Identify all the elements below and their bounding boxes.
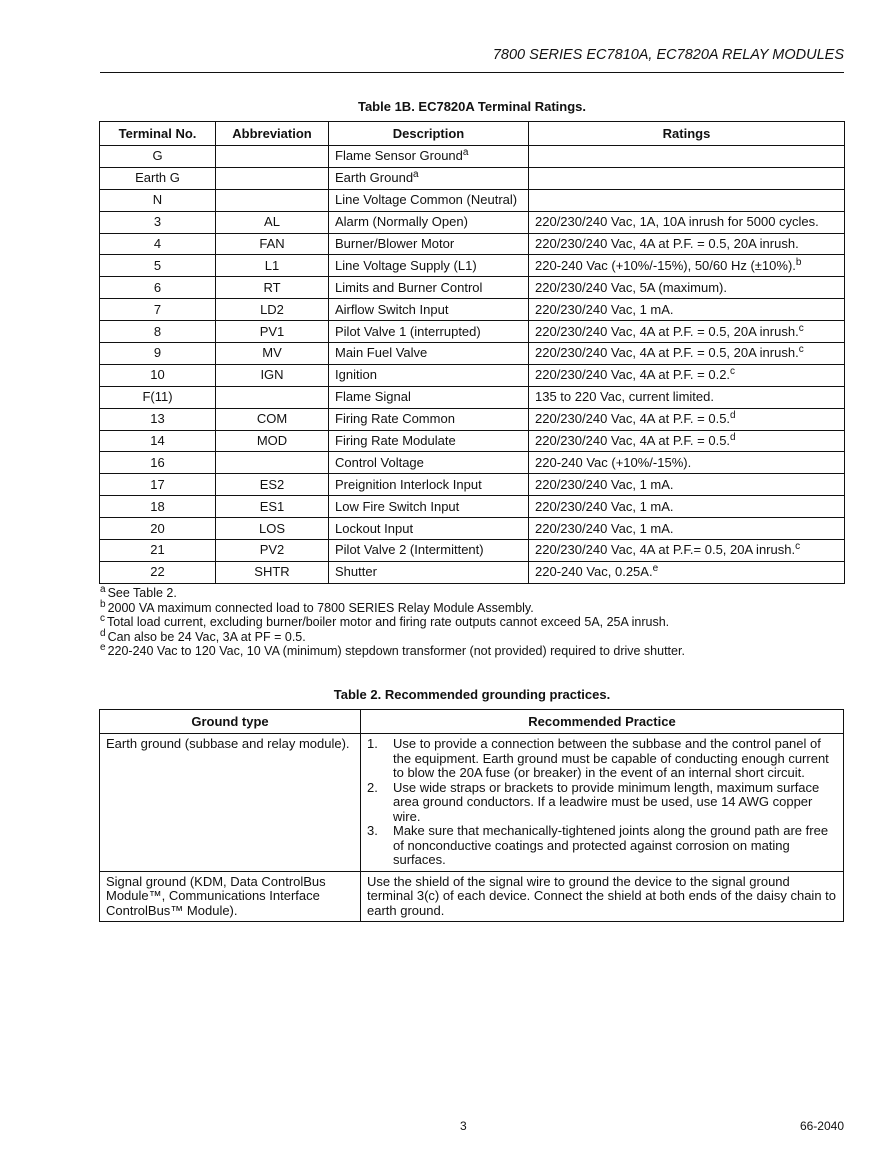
description-cell: Ignition (329, 364, 529, 386)
abbreviation-cell (216, 146, 329, 168)
rating-cell: 220/230/240 Vac, 1 mA. (529, 474, 845, 496)
description-cell: Pilot Valve 2 (Intermittent) (329, 540, 529, 562)
footnote-marker: c (798, 344, 804, 356)
rating-cell: 220/230/240 Vac, 4A at P.F. = 0.5.$^d$ (529, 430, 845, 452)
running-header: 7800 SERIES EC7810A, EC7820A RELAY MODULES (492, 47, 844, 63)
terminal-cell: 22 (100, 561, 216, 583)
footnote-a: $^a$ See Table 2. (100, 584, 177, 600)
terminal-cell: 3 (100, 211, 216, 233)
terminal-cell: G (100, 146, 216, 168)
abbreviation-cell (216, 452, 329, 474)
terminal-cell: 7 (100, 299, 216, 321)
description-cell: Flame Sensor Ground$^a$ (329, 146, 529, 168)
abbreviation-cell: AL (216, 211, 329, 233)
footnote-marker: c (730, 366, 736, 378)
abbreviation-cell: PV1 (216, 321, 329, 343)
footnote-d: $^d$ Can also be 24 Vac, 3A at PF = 0.5. (100, 627, 306, 644)
description-cell: Line Voltage Supply (L1) (329, 255, 529, 277)
practice-list (367, 737, 837, 868)
footnote-marker: a (462, 147, 469, 159)
rating-cell: 220-240 Vac (+10%/-15%). (529, 452, 845, 474)
terminal-cell: 16 (100, 452, 216, 474)
rating-cell: 220/230/240 Vac, 1A, 10A inrush for 5000 cycles. (529, 211, 845, 233)
description-cell: Low Fire Switch Input (329, 496, 529, 518)
description-cell: Firing Rate Common (329, 408, 529, 430)
table1-footnotes (100, 586, 844, 659)
footnote-marker: d (730, 432, 736, 444)
terminal-cell: 21 (100, 540, 216, 562)
description-cell: Main Fuel Valve (329, 343, 529, 365)
description-cell: Control Voltage (329, 452, 529, 474)
terminal-cell: 14 (100, 430, 216, 452)
description-cell: Pilot Valve 1 (interrupted) (329, 321, 529, 343)
table1-header-row (100, 122, 845, 146)
description-cell: Firing Rate Modulate (329, 430, 529, 452)
list-item: 1. Use to provide a connection between the subbase and the control panel of the equipment. Earth ground must be capable of conducting enough current to blow the 20A fuse (or breaker) in the event of an internal short circuit. (367, 736, 829, 780)
rating-cell: 220/230/240 Vac, 1 mA. (529, 496, 845, 518)
col-header-terminal: Terminal No. (100, 122, 216, 146)
ground-type-cell: Earth ground (subbase and relay module). (100, 734, 361, 872)
table-row (100, 430, 845, 452)
table-row (100, 452, 845, 474)
table-row (100, 189, 845, 211)
table2-caption: Table 2. Recommended grounding practices. (333, 687, 611, 702)
footnote-marker: c (798, 322, 804, 334)
table1-caption: Table 1B. EC7820A Terminal Ratings. (357, 99, 587, 114)
abbreviation-cell: PV2 (216, 540, 329, 562)
page-number: 3 (460, 1119, 467, 1133)
terminal-cell: 10 (100, 364, 216, 386)
footnote-marker: c (795, 541, 801, 553)
abbreviation-cell (216, 167, 329, 189)
terminal-cell: 17 (100, 474, 216, 496)
col-header-description: Description (329, 122, 529, 146)
abbreviation-cell: LD2 (216, 299, 329, 321)
abbreviation-cell: COM (216, 408, 329, 430)
rating-cell: 220/230/240 Vac, 1 mA. (529, 518, 845, 540)
abbreviation-cell: LOS (216, 518, 329, 540)
footnote-e: $^e$ 220-240 Vac to 120 Vac, 10 VA (minimum) stepdown transformer (not provided) required to drive shutter. (100, 642, 685, 659)
description-cell: Preignition Interlock Input (329, 474, 529, 496)
footnote-marker: d (730, 410, 736, 422)
abbreviation-cell: SHTR (216, 561, 329, 583)
table-row (100, 518, 845, 540)
rating-cell: 220/230/240 Vac, 4A at P.F. = 0.5, 20A inrush.$^c$ (529, 343, 845, 365)
abbreviation-cell: ES1 (216, 496, 329, 518)
description-cell: Limits and Burner Control (329, 277, 529, 299)
description-cell: Burner/Blower Motor (329, 233, 529, 255)
description-cell: Earth Ground$^a$ (329, 167, 529, 189)
terminal-cell: 13 (100, 408, 216, 430)
terminal-cell: 18 (100, 496, 216, 518)
terminal-cell: 20 (100, 518, 216, 540)
terminal-ratings-table (99, 121, 845, 584)
table-row (100, 277, 845, 299)
rating-cell (529, 189, 845, 211)
terminal-cell: N (100, 189, 216, 211)
table-row (100, 364, 845, 386)
grounding-practices-table (99, 709, 844, 922)
terminal-cell: 5 (100, 255, 216, 277)
rating-cell: 220/230/240 Vac, 4A at P.F. = 0.5, 20A inrush. (529, 233, 845, 255)
rating-cell: 220/230/240 Vac, 4A at P.F. = 0.2.$^c$ (529, 364, 845, 386)
table1-body (100, 146, 845, 584)
abbreviation-cell (216, 189, 329, 211)
document-number: 66-2040 (799, 1119, 844, 1133)
rating-cell: 220-240 Vac, 0.25A.$^e$ (529, 561, 845, 583)
table-row (100, 474, 845, 496)
abbreviation-cell: RT (216, 277, 329, 299)
rating-cell: 220/230/240 Vac, 5A (maximum). (529, 277, 845, 299)
terminal-cell: F(11) (100, 386, 216, 408)
table-row (100, 321, 845, 343)
description-cell: Line Voltage Common (Neutral) (329, 189, 529, 211)
table-row (100, 540, 845, 562)
description-cell: Shutter (329, 561, 529, 583)
footnote-marker: b (795, 256, 802, 268)
table-row (100, 734, 844, 872)
col-header-ratings: Ratings (529, 122, 845, 146)
rating-cell: 220/230/240 Vac, 4A at P.F. = 0.5, 20A inrush.$^c$ (529, 321, 845, 343)
terminal-cell: 4 (100, 233, 216, 255)
terminal-cell: Earth G (100, 167, 216, 189)
table-row (100, 496, 845, 518)
table-row (100, 386, 845, 408)
abbreviation-cell: MV (216, 343, 329, 365)
abbreviation-cell: IGN (216, 364, 329, 386)
table-row (100, 299, 845, 321)
col-header-abbreviation: Abbreviation (216, 122, 329, 146)
abbreviation-cell: MOD (216, 430, 329, 452)
footnote-c: $^c$ Total load current, excluding burner/boiler motor and firing rate outputs cannot exceed 5A, 25A inrush. (100, 613, 670, 630)
table2-header-row (100, 710, 844, 734)
abbreviation-cell (216, 386, 329, 408)
table-row (100, 408, 845, 430)
table-row (100, 871, 844, 922)
table-row (100, 233, 845, 255)
header-rule (100, 72, 844, 73)
col-header-recommended-practice: Recommended Practice (361, 710, 844, 734)
abbreviation-cell: L1 (216, 255, 329, 277)
rating-cell (529, 167, 845, 189)
rating-cell: 135 to 220 Vac, current limited. (529, 386, 845, 408)
practice-cell (361, 734, 844, 872)
description-cell: Alarm (Normally Open) (329, 211, 529, 233)
table-row (100, 146, 845, 168)
abbreviation-cell: FAN (216, 233, 329, 255)
table-row (100, 343, 845, 365)
terminal-cell: 8 (100, 321, 216, 343)
footnote-b: $^b$ 2000 VA maximum connected load to 7800 SERIES Relay Module Assembly. (100, 598, 534, 615)
rating-cell (529, 146, 845, 168)
terminal-cell: 6 (100, 277, 216, 299)
rating-cell: 220/230/240 Vac, 4A at P.F. = 0.5.$^d$ (529, 408, 845, 430)
footnote-marker: e (652, 563, 659, 575)
table-row (100, 167, 845, 189)
table-row (100, 211, 845, 233)
practice-cell: Use the shield of the signal wire to ground the device to the signal ground terminal 3(c) of each device. Connect the shield at both ends of the daisy chain to earth ground. (361, 871, 844, 922)
col-header-ground-type: Ground type (100, 710, 361, 734)
list-item: 2. Use wide straps or brackets to provide minimum length, maximum surface area ground conductors. If a leadwire must be used, use 14 AWG copper wire. (367, 779, 820, 824)
rating-cell: 220/230/240 Vac, 4A at P.F.= 0.5, 20A inrush.$^c$ (529, 540, 845, 562)
terminal-cell: 9 (100, 343, 216, 365)
rating-cell: 220-240 Vac (+10%/-15%), 50/60 Hz (±10%).$^b$ (529, 255, 845, 277)
list-item: 3. Make sure that mechanically-tightened joints along the ground path are free of nonconductive coatings and protected against corrosion on mating surfaces. (367, 823, 829, 867)
rating-cell: 220/230/240 Vac, 1 mA. (529, 299, 845, 321)
table-row (100, 255, 845, 277)
description-cell: Lockout Input (329, 518, 529, 540)
description-cell: Airflow Switch Input (329, 299, 529, 321)
abbreviation-cell: ES2 (216, 474, 329, 496)
description-cell: Flame Signal (329, 386, 529, 408)
ground-type-cell: Signal ground (KDM, Data ControlBus Module™, Communications Interface ControlBus™ Module). (100, 871, 361, 922)
table-row (100, 561, 845, 583)
footnote-marker: a (413, 169, 419, 181)
